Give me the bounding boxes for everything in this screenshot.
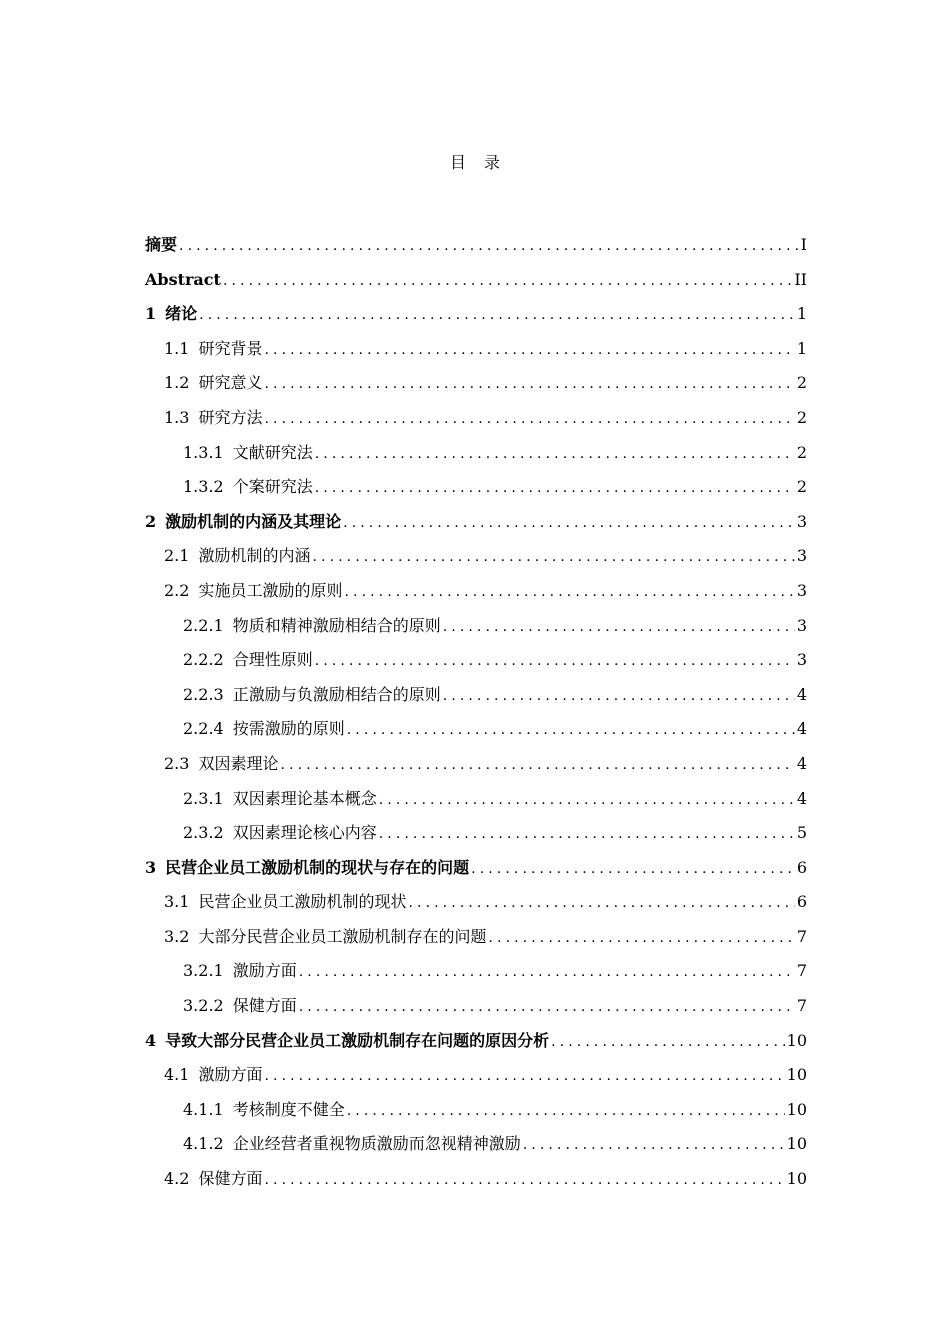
toc-entry-number: 2.3.1 — [183, 788, 224, 808]
toc-entry-label — [183, 989, 297, 1024]
toc-entry-text: 激励方面 — [232, 961, 297, 981]
toc-entry-text: 企业经营者重视物质激励而忽视精神激励 — [232, 1134, 521, 1154]
toc-entry-text: 考核制度不健全 — [232, 1099, 345, 1119]
toc-entry[interactable] — [145, 505, 807, 540]
toc-entry-number: 2.1 — [164, 546, 190, 566]
dot-leader — [297, 955, 795, 990]
toc-entry[interactable] — [145, 1162, 807, 1197]
toc-entry-page-number: 5 — [796, 823, 807, 843]
toc-entry-text: 合理性原则 — [232, 650, 313, 670]
toc-entry-text: 激励机制的内涵 — [198, 546, 311, 566]
dot-leader — [342, 575, 794, 610]
dot-leader — [310, 540, 794, 575]
toc-entry-page-number: 2 — [796, 373, 807, 393]
toc-entry-number: 3.2.2 — [183, 996, 224, 1016]
dot-leader — [486, 921, 794, 956]
toc-entry-page-number: 3 — [796, 615, 807, 635]
toc-entry-text: 激励方面 — [198, 1065, 263, 1085]
toc-entry-number: 4.2 — [164, 1169, 190, 1189]
toc-entry-text: 双因素理论 — [198, 753, 279, 773]
dot-leader — [177, 229, 799, 264]
toc-entry-text: 保健方面 — [232, 996, 297, 1016]
toc-title-char-1: 目 — [449, 153, 466, 172]
dot-leader — [262, 1163, 784, 1198]
toc-entry-text: 摘要 — [145, 235, 178, 254]
toc-entry-text: 双因素理论基本概念 — [232, 788, 377, 808]
toc-entry-label — [145, 505, 341, 540]
toc-entry-text: 研究背景 — [198, 338, 263, 358]
toc-entry-label — [164, 885, 406, 920]
toc-entry[interactable] — [145, 747, 807, 782]
dot-leader — [262, 367, 794, 402]
toc-entry-number: 2.2.3 — [183, 684, 224, 704]
toc-entry-label — [183, 436, 313, 471]
dot-leader — [345, 713, 795, 748]
toc-entry-page-number: 10 — [786, 1030, 807, 1050]
toc-entry-number: 2.3 — [164, 753, 190, 773]
toc-entry-page-number: 10 — [786, 1134, 807, 1154]
toc-entry-page-number: 7 — [796, 996, 807, 1016]
toc-entry[interactable] — [145, 712, 807, 747]
toc-entry[interactable] — [145, 643, 807, 678]
toc-entry-number: 2.2 — [164, 580, 190, 600]
toc-entry[interactable] — [145, 436, 807, 471]
toc-entry-number: 3.1 — [164, 892, 190, 912]
toc-entry-text: 文献研究法 — [232, 442, 313, 462]
toc-entry[interactable] — [145, 297, 807, 332]
toc-entry-page-number: 3 — [796, 546, 807, 566]
table-of-contents — [145, 228, 807, 1197]
toc-entry-page-number: II — [794, 269, 807, 289]
dot-leader — [221, 264, 792, 299]
dot-leader — [441, 610, 795, 645]
toc-entry-text: 保健方面 — [198, 1169, 263, 1189]
toc-entry-label — [145, 263, 221, 298]
dot-leader — [345, 1094, 785, 1129]
toc-entry-label — [183, 678, 441, 713]
toc-entry-label — [164, 366, 262, 401]
toc-entry-number: 2.2.4 — [183, 719, 224, 739]
dot-leader — [262, 1059, 784, 1094]
dot-leader — [341, 506, 795, 541]
toc-entry-page-number: 10 — [786, 1099, 807, 1119]
toc-entry-page-number: 6 — [796, 892, 807, 912]
toc-entry-label — [164, 747, 278, 782]
toc-entry-text: 民营企业员工激励机制的现状 — [198, 892, 407, 912]
toc-entry-number: 1.3.1 — [183, 442, 224, 462]
toc-entry-label — [183, 1093, 345, 1128]
dot-leader — [262, 402, 794, 437]
toc-entry[interactable] — [145, 1127, 807, 1162]
toc-entry-text: 双因素理论核心内容 — [232, 823, 377, 843]
toc-entry-page-number: 2 — [796, 407, 807, 427]
toc-entry-label — [145, 1024, 549, 1059]
toc-entry[interactable] — [145, 989, 807, 1024]
toc-entry-number: 3 — [145, 857, 157, 877]
toc-entry-number: 2 — [145, 511, 157, 531]
toc-entry[interactable] — [145, 263, 807, 298]
toc-entry[interactable] — [145, 366, 807, 401]
dot-leader — [377, 817, 795, 852]
toc-entry-number: 1.3.2 — [183, 477, 224, 497]
toc-entry-text: 激励机制的内涵及其理论 — [165, 511, 342, 531]
toc-entry-page-number: 10 — [786, 1065, 807, 1085]
toc-entry-text: 大部分民营企业员工激励机制存在的问题 — [198, 926, 487, 946]
toc-entry-label — [183, 712, 345, 747]
toc-entry[interactable] — [145, 678, 807, 713]
toc-entry-text: Abstract — [145, 269, 221, 289]
toc-entry-label — [145, 228, 177, 263]
toc-entry-text: 绪论 — [165, 304, 198, 324]
toc-entry-number: 1.1 — [164, 338, 190, 358]
dot-leader — [549, 1025, 784, 1060]
toc-entry-text: 实施员工激励的原则 — [198, 580, 343, 600]
toc-entry-label — [183, 470, 313, 505]
toc-entry-number: 1 — [145, 304, 157, 324]
toc-title — [0, 150, 950, 173]
toc-entry[interactable] — [145, 332, 807, 367]
toc-entry[interactable] — [145, 574, 807, 609]
dot-leader — [278, 748, 794, 783]
toc-entry[interactable] — [145, 816, 807, 851]
dot-leader — [521, 1128, 785, 1163]
toc-entry-label — [183, 816, 377, 851]
dot-leader — [313, 644, 795, 679]
toc-entry[interactable] — [145, 609, 807, 644]
toc-entry-label — [164, 1162, 262, 1197]
toc-entry-label — [164, 920, 486, 955]
toc-entry-text: 物质和精神激励相结合的原则 — [232, 615, 441, 635]
toc-entry-page-number: 4 — [796, 788, 807, 808]
dot-leader — [441, 679, 795, 714]
toc-entry-text: 导致大部分民营企业员工激励机制存在问题的原因分析 — [165, 1030, 550, 1050]
toc-entry-page-number: 1 — [796, 304, 807, 324]
toc-entry-number: 4.1.1 — [183, 1099, 224, 1119]
toc-entry-page-number: 4 — [796, 753, 807, 773]
toc-entry-text: 正激励与负激励相结合的原则 — [232, 684, 441, 704]
toc-entry-text: 按需激励的原则 — [232, 719, 345, 739]
dot-leader — [377, 783, 795, 818]
toc-entry-page-number: 4 — [796, 719, 807, 739]
toc-entry-label — [164, 401, 262, 436]
toc-entry-page-number: 10 — [786, 1169, 807, 1189]
toc-entry-label — [183, 609, 441, 644]
toc-entry-label — [145, 851, 469, 886]
toc-entry[interactable] — [145, 954, 807, 989]
toc-entry-number: 2.2.2 — [183, 650, 224, 670]
toc-entry-page-number: 6 — [796, 857, 807, 877]
toc-entry-label — [164, 1058, 262, 1093]
toc-entry-text: 研究意义 — [198, 373, 263, 393]
toc-entry-page-number: I — [800, 235, 807, 254]
toc-entry[interactable] — [145, 470, 807, 505]
toc-entry-page-number: 7 — [796, 961, 807, 981]
toc-entry-label — [183, 1127, 521, 1162]
toc-entry-number: 3.2.1 — [183, 961, 224, 981]
dot-leader — [313, 437, 795, 472]
toc-entry-page-number: 3 — [796, 511, 807, 531]
toc-entry-page-number: 3 — [796, 650, 807, 670]
toc-entry-page-number: 4 — [796, 684, 807, 704]
toc-entry-page-number: 2 — [796, 442, 807, 462]
toc-entry-page-number: 3 — [796, 580, 807, 600]
toc-entry[interactable] — [145, 851, 807, 886]
toc-entry-page-number: 2 — [796, 477, 807, 497]
toc-entry-text: 个案研究法 — [232, 477, 313, 497]
toc-entry[interactable] — [145, 885, 807, 920]
toc-entry[interactable] — [145, 1093, 807, 1128]
toc-entry-number: 1.3 — [164, 407, 190, 427]
toc-entry-number: 4.1 — [164, 1065, 190, 1085]
toc-entry[interactable] — [145, 782, 807, 817]
toc-entry[interactable] — [145, 1058, 807, 1093]
toc-entry-number: 3.2 — [164, 926, 190, 946]
toc-entry-label — [145, 297, 197, 332]
toc-entry-label — [164, 332, 262, 367]
dot-leader — [297, 990, 795, 1025]
dot-leader — [197, 298, 795, 333]
dot-leader — [406, 886, 794, 921]
toc-entry-page-number: 1 — [796, 338, 807, 358]
dot-leader — [313, 471, 795, 506]
toc-entry[interactable] — [145, 401, 807, 436]
toc-entry-text: 民营企业员工激励机制的现状与存在的问题 — [165, 857, 470, 877]
toc-entry-number: 2.3.2 — [183, 823, 224, 843]
toc-entry-number: 4 — [145, 1030, 157, 1050]
dot-leader — [469, 852, 795, 887]
toc-entry-label — [164, 574, 342, 609]
toc-entry[interactable] — [145, 920, 807, 955]
toc-entry-label — [183, 782, 377, 817]
toc-entry-label — [183, 643, 313, 678]
toc-entry[interactable] — [145, 1024, 807, 1059]
toc-entry[interactable] — [145, 539, 807, 574]
dot-leader — [262, 333, 794, 368]
toc-entry[interactable] — [145, 228, 807, 263]
toc-entry-page-number: 7 — [796, 926, 807, 946]
toc-entry-number: 4.1.2 — [183, 1134, 224, 1154]
toc-entry-number: 2.2.1 — [183, 615, 224, 635]
toc-title-char-2: 录 — [484, 153, 501, 172]
toc-entry-number: 1.2 — [164, 373, 190, 393]
toc-entry-label — [164, 539, 310, 574]
toc-entry-label — [183, 954, 297, 989]
toc-entry-text: 研究方法 — [198, 407, 263, 427]
